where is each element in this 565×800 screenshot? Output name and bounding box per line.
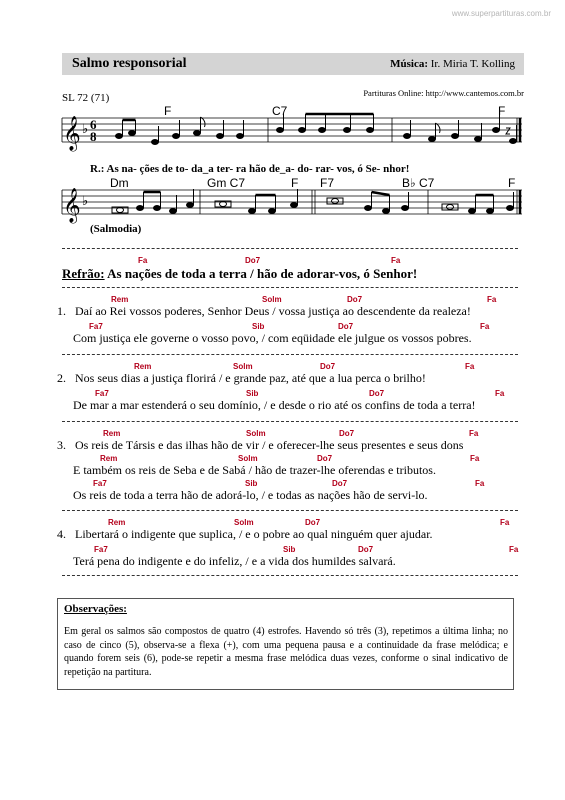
v3l1-chord-2: Solm — [246, 429, 266, 438]
v1l2-chord-2: Sib — [252, 322, 265, 331]
v1l2-chord-4: Fa — [480, 322, 490, 331]
v3l2-chord-1: Rem — [100, 454, 118, 463]
v3l3-chord-3: Do7 — [332, 479, 348, 488]
staff-1-notes — [116, 114, 517, 145]
verse-line: Libertará o indigente que suplica, / e o pobre ao qual ninguém quer ajudar. — [75, 527, 433, 541]
online-source: Partituras Online: http://www.cantemos.com.br — [363, 88, 524, 98]
v3l3-chord-4: Fa — [475, 479, 485, 488]
flat-icon-2: ♭ — [82, 193, 89, 208]
refrain-text: As nações de toda a terra / hão de adorar-vos, ó Senhor! — [107, 266, 418, 281]
v3l2-chord-2: Solm — [238, 454, 258, 463]
verse-line: Terá pena do indigente e do infeliz, / e a vida dos humildes salvará. — [73, 554, 396, 568]
divider — [62, 287, 518, 288]
verse-line: Nos seus dias a justiça florirá / e grande paz, até que a lua perca o brilho! — [75, 371, 426, 385]
row1-chord-2: C7 — [272, 104, 288, 118]
refrain-label: Refrão: — [62, 266, 105, 281]
v3l3-chord-2: Sib — [245, 479, 258, 488]
refrain-chord-3: Fa — [391, 256, 401, 265]
v1l2-chord-1: Fa7 — [89, 322, 103, 331]
staff-2-notes — [112, 189, 514, 214]
v4l2-chord-2: Sib — [283, 545, 296, 554]
v2l2-chord-3: Do7 — [369, 389, 385, 398]
music-author: Ir. Miria T. Kolling — [430, 58, 515, 70]
row2-chord-6: F — [508, 176, 516, 190]
verse-line: Com justiça ele governe o vosso povo, / com eqüidade ele julgue os vossos pobres. — [73, 331, 472, 345]
divider — [62, 421, 518, 422]
page-title: Salmo responsorial — [72, 56, 187, 71]
v4l1-chord-3: Do7 — [305, 518, 321, 527]
v3l2-chord-3: Do7 — [317, 454, 333, 463]
v3l2-chord-4: Fa — [470, 454, 480, 463]
v2l2-chord-4: Fa — [495, 389, 505, 398]
v1l1-chord-2: Solm — [262, 295, 282, 304]
row1-chord-1: F — [164, 104, 172, 118]
v1l2-chord-3: Do7 — [338, 322, 354, 331]
verse-line: Os reis de toda a terra hão de adorá-lo, / e todas as nações hão de servi-lo. — [73, 488, 428, 502]
v3l3-chord-1: Fa7 — [93, 479, 107, 488]
v1l1-chord-1: Rem — [111, 295, 129, 304]
v2l2-chord-2: Sib — [246, 389, 259, 398]
v2l1-chord-4: Fa — [465, 362, 475, 371]
row2-chord-3: F — [291, 176, 299, 190]
flat-icon: ♭ — [82, 121, 89, 136]
v3l1-chord-4: Fa — [469, 429, 479, 438]
row2-chord-1: Dm — [110, 176, 129, 190]
v1l1-chord-4: Fa — [487, 295, 497, 304]
sheet-music — [0, 0, 565, 240]
v4l2-chord-4: Fa — [509, 545, 519, 554]
time-signature-top: 6 — [90, 117, 97, 132]
verse-number: 1. — [57, 304, 66, 318]
treble-clef-icon: 𝄞 — [63, 117, 81, 150]
row1-chord-3: F — [498, 104, 506, 118]
v1l1-chord-3: Do7 — [347, 295, 363, 304]
verse-number: 2. — [57, 371, 66, 385]
verse-number: 4. — [57, 527, 66, 541]
v4l1-chord-4: Fa — [500, 518, 510, 527]
row1-lyrics: R.: As na- ções de to- da_a ter- ra hão de_a- do- rar- vos, ó Se- nhor! — [90, 163, 410, 175]
divider — [62, 575, 518, 576]
v2l2-chord-1: Fa7 — [95, 389, 109, 398]
row2-chord-4: F7 — [320, 176, 335, 190]
refrain-chord-2: Do7 — [245, 256, 261, 265]
v2l1-chord-2: Solm — [233, 362, 253, 371]
verse-line: Os reis de Társis e das ilhas hão de vir / e oferecer-lhe seus presentes e seus dons — [75, 438, 464, 452]
row2-chord-2: Gm C7 — [207, 176, 246, 190]
music-label: Música: — [390, 58, 429, 70]
verse-number: 3. — [57, 438, 66, 452]
time-signature-bottom: 8 — [90, 129, 97, 144]
v4l2-chord-1: Fa7 — [94, 545, 108, 554]
verse-line: Daí ao Rei vossos poderes, Senhor Deus / vossa justiça ao descendente da realeza! — [75, 304, 471, 318]
watermark: www.superpartituras.com.br — [451, 9, 551, 18]
verse-line: De mar a mar estenderá o seu domínio, / e desde o rio até os confins de toda a terra! — [73, 398, 476, 412]
refrain — [62, 266, 417, 282]
observations-title: Observações: — [64, 603, 127, 615]
v2l1-chord-1: Rem — [134, 362, 152, 371]
v4l2-chord-3: Do7 — [358, 545, 374, 554]
psalm-reference: SL 72 (71) — [62, 92, 110, 104]
v3l1-chord-3: Do7 — [339, 429, 355, 438]
v2l1-chord-3: Do7 — [320, 362, 336, 371]
observations-text: Em geral os salmos são compostos de quatro (4) estrofes. Havendo só três (3), repetimos a última linha; no caso de cinco (5), observa-se a flexa (+), com uma pequena pausa e a continuidade da frase melódica; e quando forem seis (6), pode-se repetir a mesma frase melódica duas vezes, conforme o sinal indicativo de repetição na partitura. — [64, 626, 508, 678]
divider — [62, 510, 518, 511]
verse-line: E também os reis de Seba e de Sabá / hão de trazer-lhe oferendas e tributos. — [73, 463, 436, 477]
v4l1-chord-2: Solm — [234, 518, 254, 527]
divider — [62, 248, 518, 249]
salmodia-label: (Salmodia) — [90, 223, 142, 235]
row2-chord-5: B♭ C7 — [402, 176, 435, 190]
refrain-chord-1: Fa — [138, 256, 148, 265]
treble-clef-icon-2: 𝄞 — [63, 189, 81, 222]
v4l1-chord-1: Rem — [108, 518, 126, 527]
v3l1-chord-1: Rem — [103, 429, 121, 438]
divider — [62, 354, 518, 355]
